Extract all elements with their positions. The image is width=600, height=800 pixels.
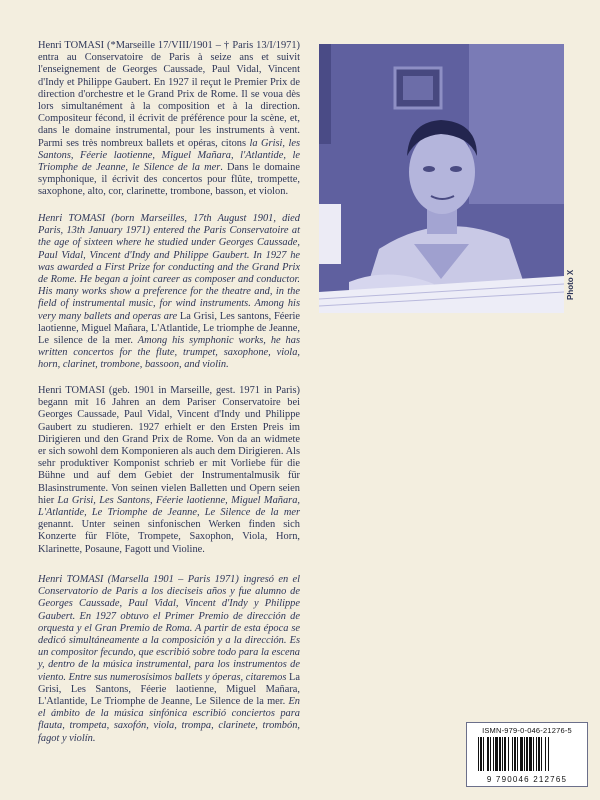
bio-german-text-1: Henri TOMASI (geb. 1901 in Marseille, gest. 1971 in Paris) begann mit 16 Jahren an dem Pariser Conservatoire bei Georges Caussade, Paul Vidal, Vincent d'Indy und Philippe Gaubert zu studieren. 1927 erhielt er den Ersten Preis im Dirigieren und den Grand Prix de Rome. Von da an widmete er sich sowohl dem Komponieren als auch dem Dirigieren. Als sehr produktiver Komponist schrieb er mit Vorliebe für die Bühne und auf dem Gebiet der Instrumentalmusik für Blasinstrumente. Von seinen vielen Balletten und Opern seien hier bbox=[38, 385, 300, 506]
bio-spanish-text-1: Henri TOMASI (Marsella 1901 – Paris 1971) ingresó en el Conservatorio de Paris a los dieciseis años y fue alumno de Georges Caussade, Paul Vidal, Vincent d'Indy y Philippe Gaubert. En 1927 obtuvo el Primer Premio de dirección de orquesta y el Gran Premio de Roma. A partir de esta época se dedicó simultáneamente a la composición y a la dirección. Es un compositor fecundo, que escribió sobre todo para la escena y, dentro de la música instrumental, para los instrumentos de viento. Entre sus numerosísimos ballets y óperas, citaremos bbox=[38, 574, 300, 683]
photo-credit: Photo X bbox=[566, 269, 575, 300]
bio-english bbox=[38, 213, 300, 372]
ismn-number: ISMN-979-0-046-21276-5 bbox=[482, 726, 572, 735]
bio-english-text-1: Henri TOMASI (born Marseilles, 17th August 1901, died Paris, 13th January 1971) entered the Paris Conservatoire at the age of sixteen where he studied under Georges Caussade, Paul Vidal, Vincent d'Indy and Philippe Gaubert. In 1927 he was awarded a First Prize for conducting and the Grand Prix de Rome. He began a joint career as composer and conductor. His many works show a preference for the theatre and, in the field of instrumental music, for wind instruments. Among his very many ballets and operas are bbox=[38, 213, 300, 322]
bio-spanish-works: La Grisi, Les Santons, Féerie laotienne, Miguel Mañara, L'Atlantide, Le Triomphe de Jeanne, Le Silence de la mer. bbox=[38, 671, 300, 708]
bio-french-text-2: . Dans le domaine symphonique, il écrivit des concertos pour flûte, trompette, saxophone, alto, cor, clarinette, trombone, basson, et violon. bbox=[38, 162, 300, 198]
bio-english-text-2: Among his symphonic works, he has written concertos for the flute, trumpet, saxophone, viola, horn, clarinet, trombone, bassoon, and violin. bbox=[38, 335, 300, 371]
bio-french-text-1: Henri TOMASI (*Marseille 17/VIII/1901 – † Paris 13/I/1971) entra au Conservatoire de Paris à seize ans et suivit l'enseignement de Georges Caussade, Paul Vidal, Vincent d'Indy et Philippe Gaubert. En 1927 il reçut le Premier Prix de direction d'orchestre et le Grand Prix de Rome. Il se voua dès lors simultanément à la composition et à la direction. Compositeur fécond, il écrivit de préférence pour la scène, et, dans le domaine instrumental, pour les instruments à vent. Parmi ses très nombreux ballets et opéras, citons bbox=[38, 40, 300, 149]
ean-digits: 9 790046 212765 bbox=[486, 775, 568, 784]
bio-spanish bbox=[38, 574, 300, 745]
barcode-label bbox=[466, 722, 588, 787]
bio-english-works: La Grisi, Les santons, Féerie laotienne, Miguel Mañara, L'Atlantide, Le triomphe de Jeanne, Le silence de la mer. bbox=[38, 310, 300, 347]
bio-german-text-2: genannt. Unter seinen sinfonischen Werken finden sich Konzerte für Flöte, Trompete, Saxophon, Viola, Horn, Klarinette, Posaune, Fagott und Violine. bbox=[38, 519, 300, 555]
portrait-illustration bbox=[319, 44, 564, 313]
bio-french-works: la Grisi, les Santons, Féerie laotienne, Miguel Mañara, l'Atlantide, le Triomphe de Jeanne, le Silence de la mer bbox=[38, 137, 300, 174]
bio-french bbox=[38, 40, 300, 199]
composer-portrait-photo bbox=[319, 44, 564, 313]
barcode-bars bbox=[477, 737, 577, 771]
bio-german-works: La Grisi, Les Santons, Féerie laotienne, Miguel Mañara, L'Atlantide, Le Triomphe de Jeanne, Le Silence de la mer bbox=[38, 494, 300, 519]
bio-german bbox=[38, 385, 300, 556]
bio-spanish-text-2: En el ámbito de la música sinfónica escribió conciertos para flauta, trompeta, saxofón, viola, trompa, clarinete, trombón, fagot y violín. bbox=[38, 696, 300, 744]
